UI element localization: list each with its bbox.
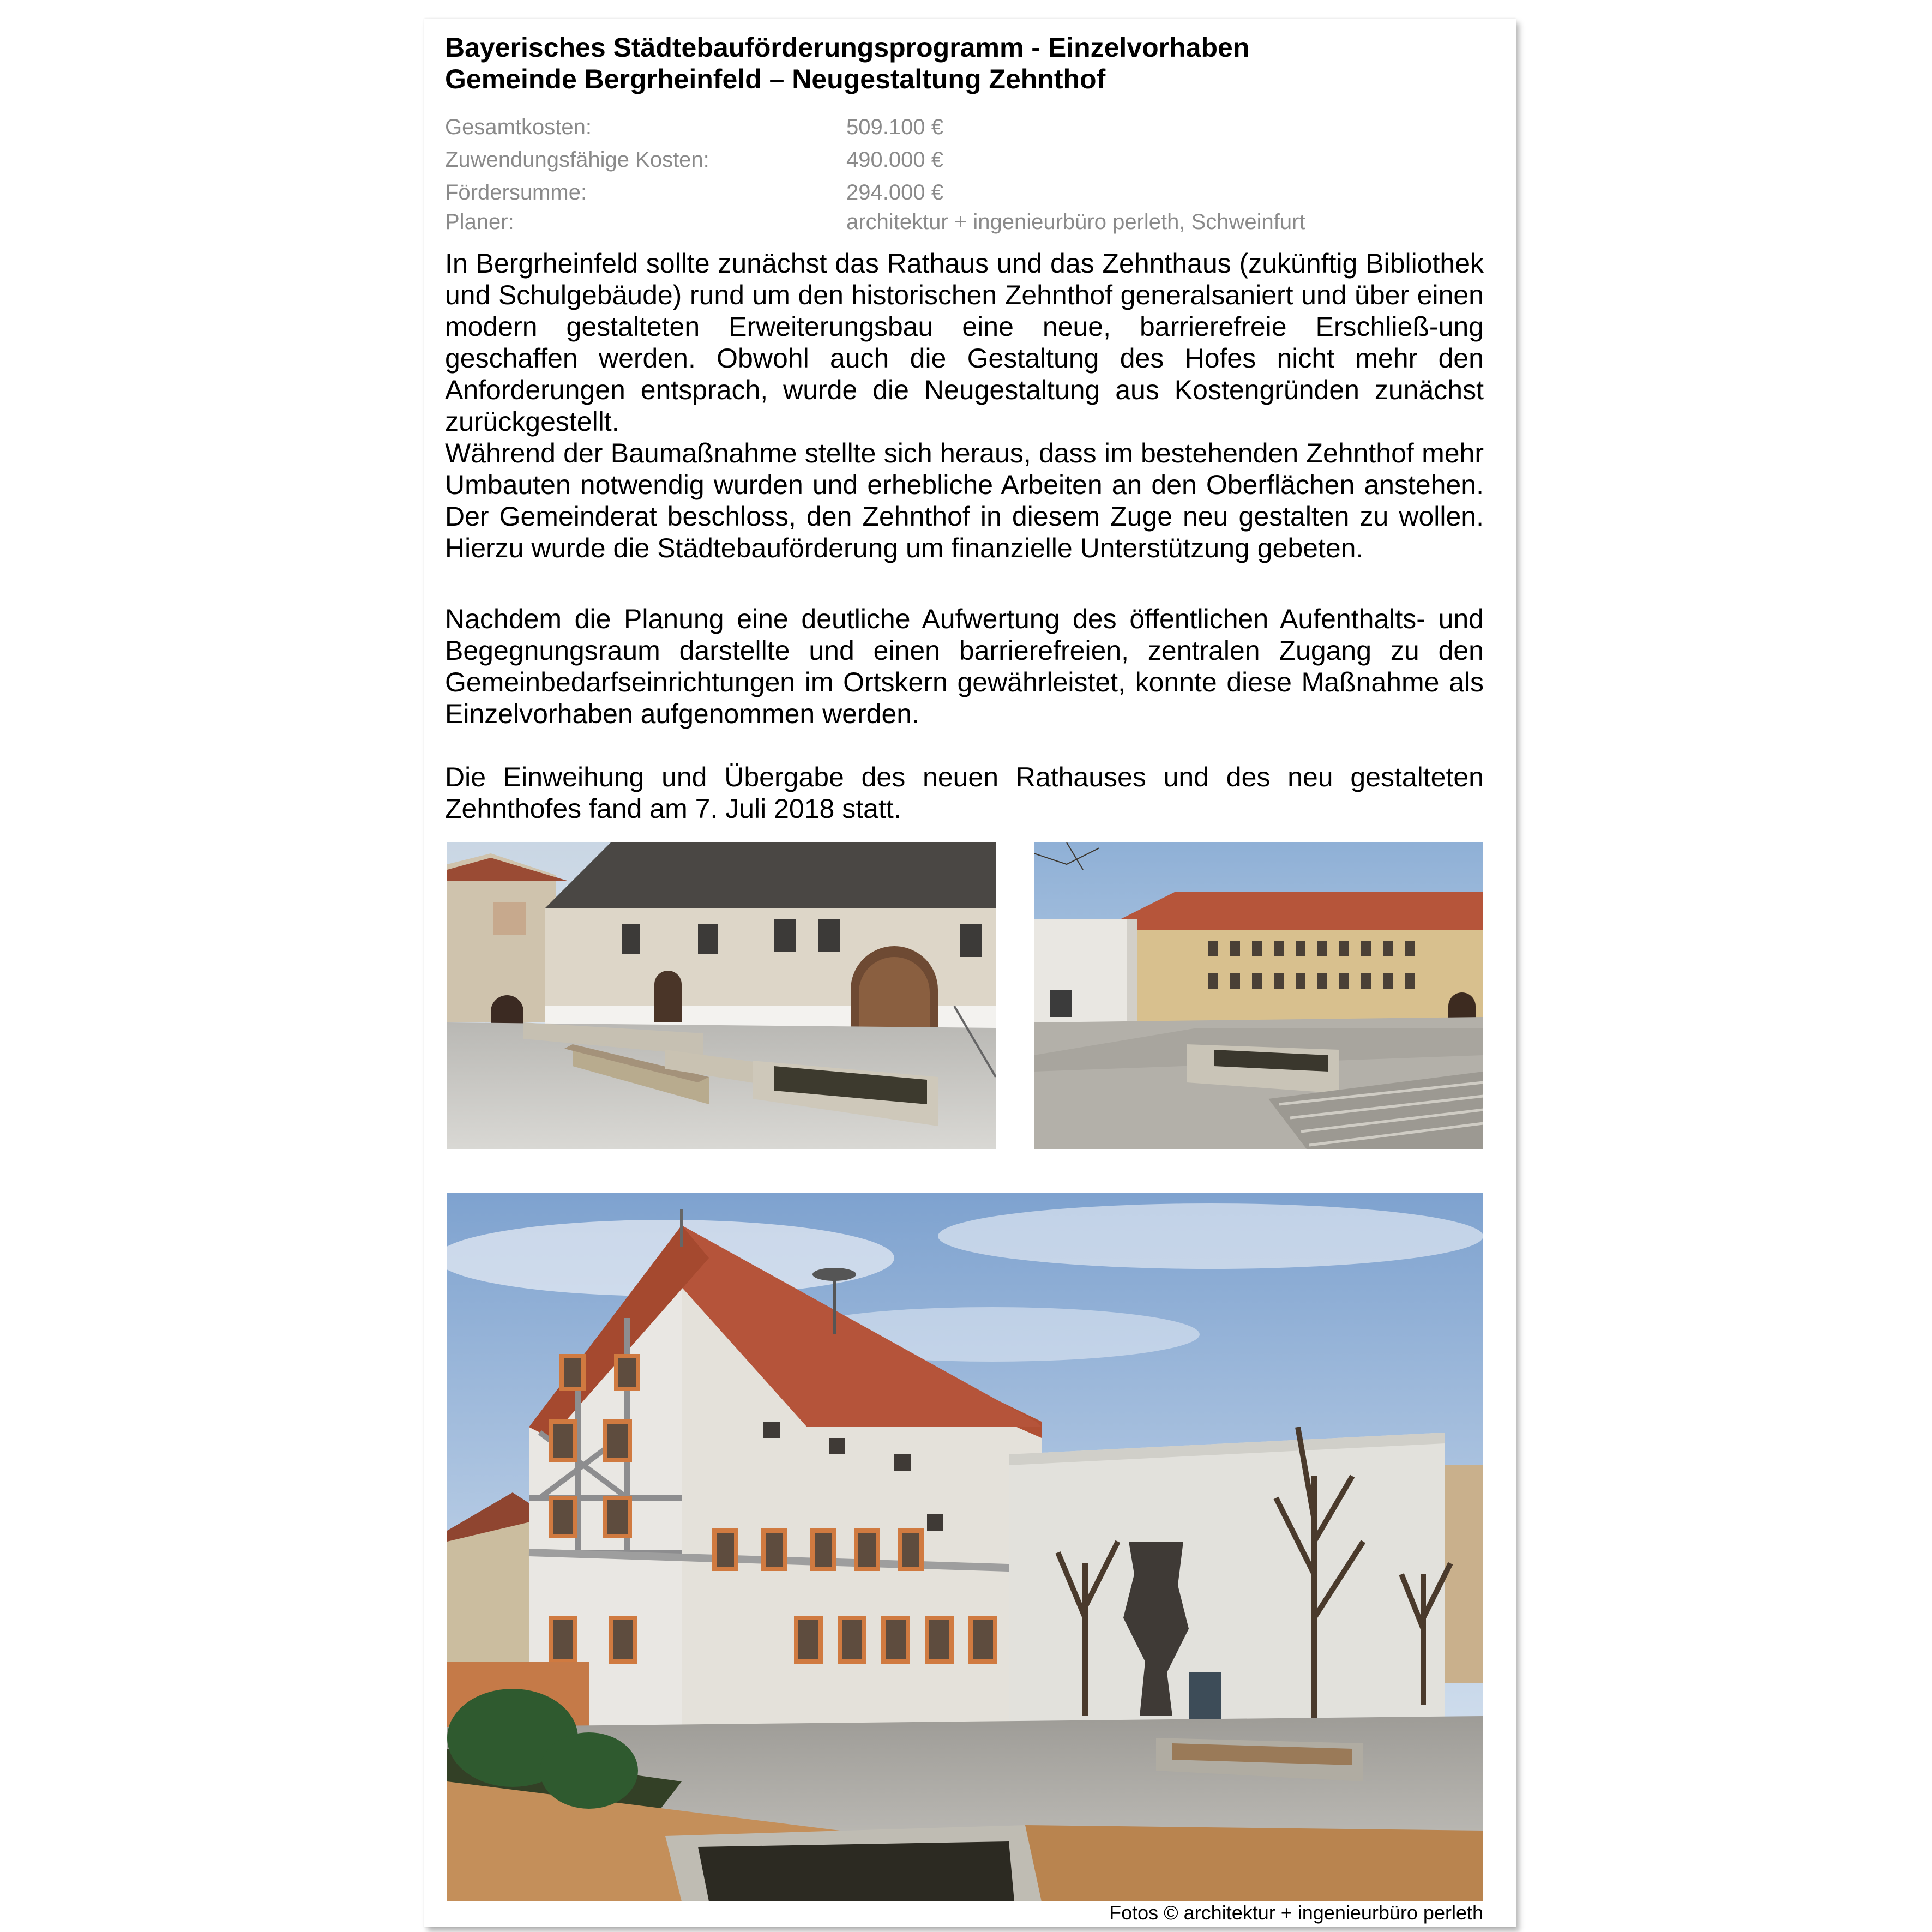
- body-paragraph-1: In Bergrheinfeld sollte zunächst das Rathaus und das Zehnthaus (zukünftig Bibliothek und Schulgebäude) rund um den historischen Zehnthof generalsaniert und über einen modern gestalteten Erweiterungsbau eine neue, barrierefreie Erschließ-ung geschaffen werden. Obwohl auch die Gestaltung des Hofes nicht mehr den Anforderungen entsprach, wurde die Neugestaltung aus Kostengründen zunächst zurückgestellt.: [445, 248, 1484, 437]
- title-line-1: Bayerisches Städtebauförderungsprogramm - Einzelvorhaben: [445, 32, 1250, 63]
- fact-row-total-costs: [445, 111, 1481, 143]
- document-title: [445, 32, 1481, 95]
- fact-label: Planer:: [445, 210, 514, 234]
- fact-value: 490.000 €: [846, 148, 943, 172]
- project-facts: [445, 111, 1481, 235]
- fact-label: Fördersumme:: [445, 180, 587, 204]
- body-paragraph-4: Die Einweihung und Übergabe des neuen Rathauses und des neu gestalteten Zehnthofes fand am 7. Juli 2018 statt.: [445, 762, 1484, 824]
- fact-label: Zuwendungsfähige Kosten:: [445, 148, 709, 172]
- fact-row-funding-amount: [445, 176, 1481, 209]
- fact-value: 509.100 €: [846, 115, 943, 139]
- fact-label: Gesamtkosten:: [445, 115, 592, 139]
- body-paragraph-1-2: [445, 248, 1484, 564]
- fact-row-planner: [445, 209, 1481, 235]
- body-paragraph-2: Während der Baumaßnahme stellte sich heraus, dass im bestehenden Zehnthof mehr Umbauten notwendig wurden und erhebliche Arbeiten an den Oberflächen anstehen. Der Gemeinderat beschloss, den Zehnthof in diesem Zuge neu gestalten zu wollen. Hierzu wurde die Städtebauförderung um finanzielle Unterstützung gebeten.: [445, 438, 1484, 563]
- fact-row-eligible-costs: [445, 143, 1481, 176]
- title-line-2: Gemeinde Bergrheinfeld – Neugestaltung Zehnthof: [445, 64, 1106, 94]
- body-paragraph-3: Nachdem die Planung eine deutliche Aufwertung des öffentlichen Aufenthalts- und Begegnungsraum darstellte und einen barrierefreien, zentralen Zugang zu den Gemeinbedarfseinrichtungen im Ortskern gewährleistet, konnte diese Maßnahme als Einzelvorhaben aufgenommen werden.: [445, 604, 1484, 729]
- photo-courtyard-town-hall: [447, 842, 996, 1149]
- photo-credit: Fotos © architektur + ingenieurbüro perleth: [1109, 1901, 1483, 1924]
- fact-value: architektur + ingenieurbüro perleth, Schweinfurt: [846, 210, 1305, 234]
- fact-value: 294.000 €: [846, 180, 943, 204]
- photo-courtyard-steps: [1034, 842, 1483, 1149]
- photo-town-hall-extension: [447, 1193, 1483, 1901]
